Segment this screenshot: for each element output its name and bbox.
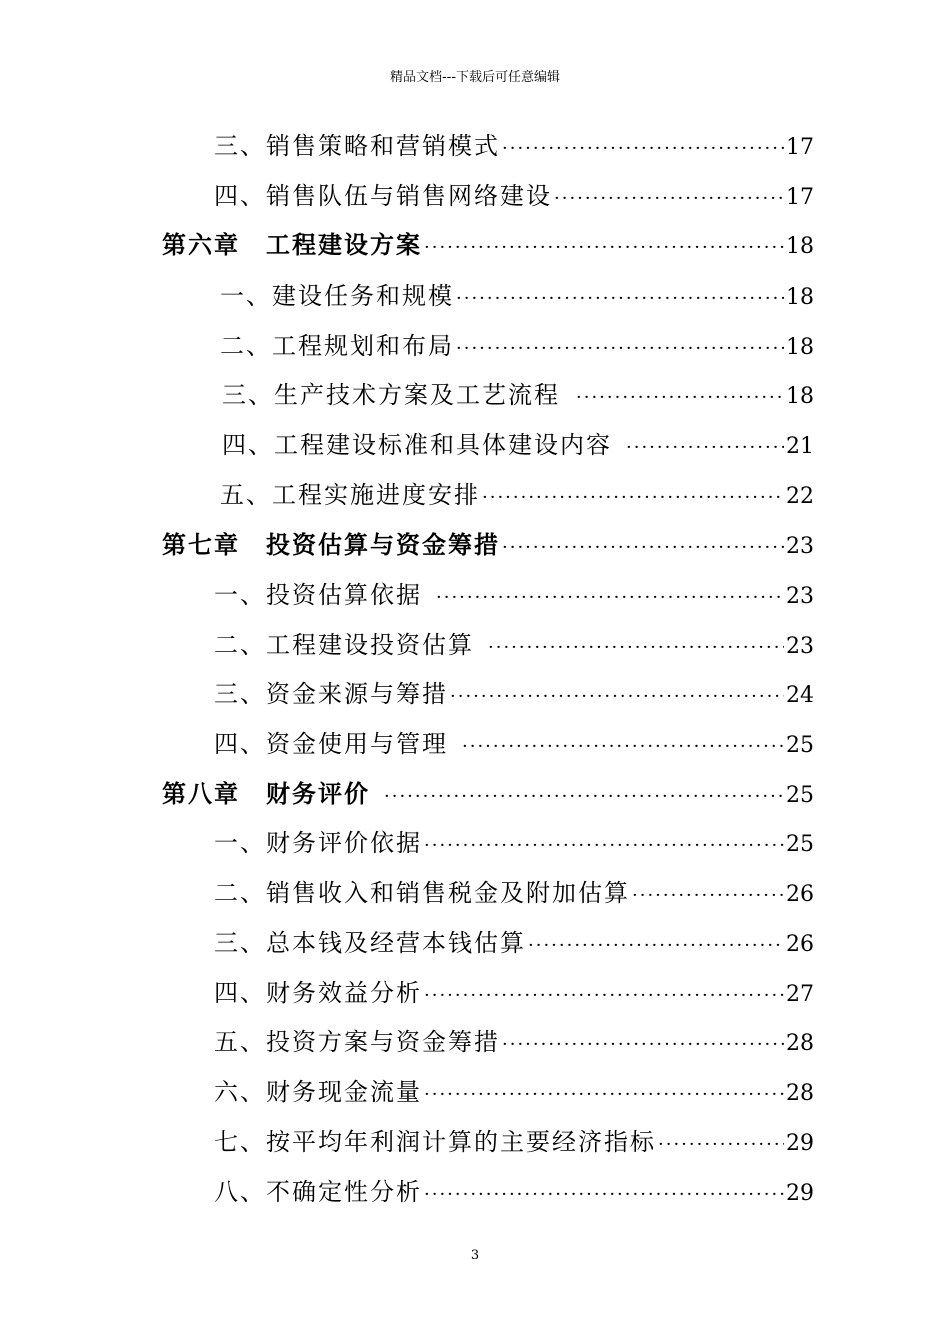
- toc-leader-dots: [384, 786, 784, 807]
- toc-chapter-entry[interactable]: [162, 774, 814, 808]
- toc-entry-title: 一、建设任务和规模: [220, 282, 454, 310]
- toc-leader-dots: [424, 237, 784, 258]
- toc-entry[interactable]: [214, 1172, 814, 1206]
- toc-entry-title: 一、财务评价依据: [214, 829, 422, 857]
- toc-leader-dots: [626, 437, 784, 458]
- toc-entry[interactable]: [214, 674, 814, 708]
- toc-entry-title: 四、资金使用与管理: [214, 730, 448, 758]
- toc-entry-title: 二、工程规划和布局: [220, 332, 454, 360]
- toc-chapter-title: 第六章 工程建设方案: [162, 231, 422, 259]
- toc-entry-page: 18: [786, 234, 814, 259]
- toc-leader-dots: [502, 138, 784, 159]
- toc-entry[interactable]: [214, 873, 814, 907]
- toc-entry-title: 三、销售策略和营销模式: [214, 132, 500, 160]
- toc-leader-dots: [424, 985, 784, 1006]
- toc-entry[interactable]: [220, 475, 814, 509]
- toc-leader-dots: [424, 835, 784, 856]
- toc-chapter-title: 第七章 投资估算与资金筹措: [162, 531, 500, 559]
- toc-entry-title: 七、按平均年利润计算的主要经济指标: [214, 1128, 656, 1156]
- toc-entry-title: 八、不确定性分析: [214, 1178, 422, 1206]
- toc-entry-page: 17: [786, 135, 814, 160]
- toc-entry[interactable]: [214, 126, 814, 160]
- toc-entry[interactable]: [222, 375, 814, 409]
- toc-entry-page: 26: [786, 932, 814, 957]
- page-header: 精品文档---下载后可任意编辑: [389, 70, 561, 85]
- toc-entry-title: 二、销售收入和销售税金及附加估算: [214, 879, 630, 907]
- toc-leader-dots: [554, 188, 784, 209]
- toc-leader-dots: [576, 387, 784, 408]
- toc-entry-page: 27: [786, 982, 814, 1007]
- toc-chapter-title: 第八章 财务评价: [162, 780, 370, 808]
- toc-entry[interactable]: [214, 724, 814, 758]
- toc-entry[interactable]: [214, 625, 814, 659]
- toc-leader-dots: [658, 1134, 784, 1155]
- page-number: 3: [470, 1248, 480, 1263]
- toc-entry-page: 29: [786, 1181, 814, 1206]
- toc-chapter-entry[interactable]: [162, 525, 814, 559]
- toc-entry-page: 18: [786, 335, 814, 360]
- toc-leader-dots: [502, 537, 784, 558]
- toc-entry-page: 23: [786, 584, 814, 609]
- toc-entry[interactable]: [214, 1072, 814, 1106]
- toc-leader-dots: [488, 637, 784, 658]
- toc-entry-title: 四、工程建设标准和具体建设内容: [222, 431, 612, 459]
- toc-entry[interactable]: [214, 823, 814, 857]
- toc-entry-title: 三、生产技术方案及工艺流程: [222, 381, 560, 409]
- toc-leader-dots: [456, 288, 784, 309]
- toc-leader-dots: [436, 587, 784, 608]
- toc-entry[interactable]: [214, 923, 814, 957]
- toc-entry[interactable]: [214, 575, 814, 609]
- toc-entry-page: 18: [786, 285, 814, 310]
- toc-leader-dots: [456, 338, 784, 359]
- toc-leader-dots: [462, 736, 784, 757]
- toc-chapter-entry[interactable]: [162, 225, 814, 259]
- toc-leader-dots: [424, 1184, 784, 1205]
- toc-entry-page: 25: [786, 733, 814, 758]
- toc-entry-page: 25: [786, 832, 814, 857]
- toc-entry[interactable]: [220, 276, 814, 310]
- toc-entry-page: 24: [786, 683, 814, 708]
- toc-entry-page: 26: [786, 882, 814, 907]
- toc-entry-title: 一、投资估算依据: [214, 581, 422, 609]
- toc-entry-title: 四、财务效益分析: [214, 979, 422, 1007]
- toc-entry-page: 28: [786, 1081, 814, 1106]
- toc-entry[interactable]: [214, 973, 814, 1007]
- toc-leader-dots: [482, 487, 784, 508]
- toc-entry-page: 23: [786, 634, 814, 659]
- toc-entry[interactable]: [220, 326, 814, 360]
- toc-entry[interactable]: [214, 1022, 814, 1056]
- toc-entry-title: 六、财务现金流量: [214, 1078, 422, 1106]
- toc-entry-page: 28: [786, 1031, 814, 1056]
- toc-leader-dots: [632, 885, 784, 906]
- toc-entry-page: 22: [786, 484, 814, 509]
- toc-entry-page: 25: [786, 783, 814, 808]
- toc-entry-title: 二、工程建设投资估算: [214, 631, 474, 659]
- toc-entry[interactable]: [214, 1122, 814, 1156]
- toc-entry-title: 三、总本钱及经营本钱估算: [214, 929, 526, 957]
- toc-leader-dots: [528, 935, 784, 956]
- toc-leader-dots: [424, 1084, 784, 1105]
- toc-entry[interactable]: [222, 425, 814, 459]
- toc-entry-page: 18: [786, 384, 814, 409]
- toc-entry-title: 三、资金来源与筹措: [214, 680, 448, 708]
- toc-entry-title: 四、销售队伍与销售网络建设: [214, 182, 552, 210]
- toc-entry-title: 五、工程实施进度安排: [220, 481, 480, 509]
- toc-entry-title: 五、投资方案与资金筹措: [214, 1028, 500, 1056]
- toc-entry-page: 21: [786, 434, 814, 459]
- toc-entry-page: 17: [786, 185, 814, 210]
- toc-leader-dots: [502, 1034, 784, 1055]
- toc-entry-page: 23: [786, 534, 814, 559]
- toc-leader-dots: [450, 686, 784, 707]
- toc-entry-page: 29: [786, 1131, 814, 1156]
- toc-entry[interactable]: [214, 176, 814, 210]
